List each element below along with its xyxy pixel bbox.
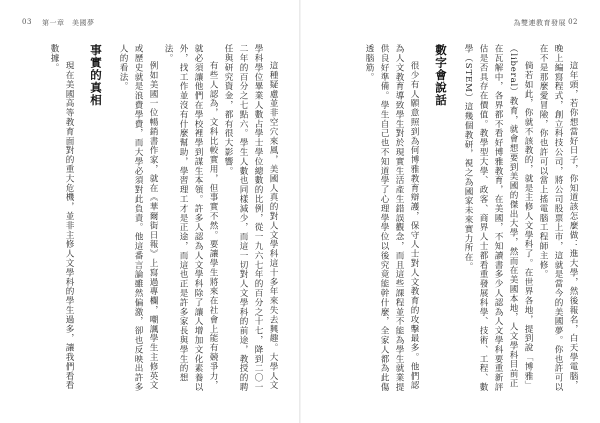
paragraph: 這年頭，若你想當好日子，你知道該怎麼做：進大學，然後報名，白天學電腦，晚上編寫程式，創立科技公司，將公司股票上市，這就是當今的美國夢。你也許可以在不是那麼愛冒險，你也許可以當上搖電腦工程師主修。	[538, 44, 578, 392]
left-page-number: 03	[22, 18, 32, 26]
paragraph: 例如美國一位暢銷書作家，就在《華爾街日報》上寫過專欄，嘲諷學生主修英文或歷史就是浪費學費，而大學必須對此負責。他這番言論雖然偏激，卻也反映出許多人的看法。	[118, 44, 158, 392]
right-page-number: 02	[568, 18, 578, 26]
section-heading: 事實的真相	[89, 44, 103, 107]
chapter-label: 第一章 美國夢	[42, 19, 95, 27]
paragraph-text: （liberal）教育，就會想要到美國的傑出大學，然而在美國本地，人文學科目前正在瓦解中，各界都不看好博雅教育，在美國，不知讀書多少人認為人文學科要重新評估是否具存在價值。教學型大學、政客、商界人士都看重發展科學、技術、工程、數學（STEM）這幾個教研，視之為國家未來實力所在。	[463, 44, 518, 392]
paragraph	[460, 44, 535, 394]
section-label: 為雙連教育發展	[513, 19, 566, 27]
paragraph-text: 倘若如此，你就不該教的，就是主修人文學科了。在世界各地，提到說「博雅」	[523, 61, 533, 391]
paragraph: 現在美國高等教育面對的重大危機，並非主修人文學科的學生過多，讓我們看看數據。	[49, 44, 74, 391]
paragraph: 有些人認為，文科比較實用，但事實不然。要讓學生將來在社會上能有競爭力，就必須讓他們在學校裡學到謀生本領。許多人認為人文學科除了讓人增加文化素養以外，找工作並沒有什麼幫助，學習理工才是正途，而這也正是許多家長與學生的想法。	[163, 44, 218, 392]
right-page-body	[318, 44, 580, 394]
paragraph: 很少有人願意照到為何博雅教育辯護，保守人士對人文教育的攻擊最多。他們認為人文教育導致學生對於現實生活產生錯誤觀念，而且這些課程並不能為學生就業提供良好準備。學生自己也不知道學了心理學學位以後究竟能幹什麼，全家人都為此傷透腦筋。	[364, 44, 419, 392]
section-heading: 數字會說話	[434, 44, 448, 107]
left-page-body	[22, 44, 280, 394]
paragraph: 這種疑慮並非空穴來風，美國人真的對人文學科這十多年來失去興趣。大學人文學科學位畢業人數占學士學位總數的比例，從一九六七年的百分之十七，降到二〇一二年的百分之七點六。學生人數也同樣減少，而這一切對人文學科的前途，教授的聘任與研究資金，都有很大影響。	[223, 44, 278, 392]
